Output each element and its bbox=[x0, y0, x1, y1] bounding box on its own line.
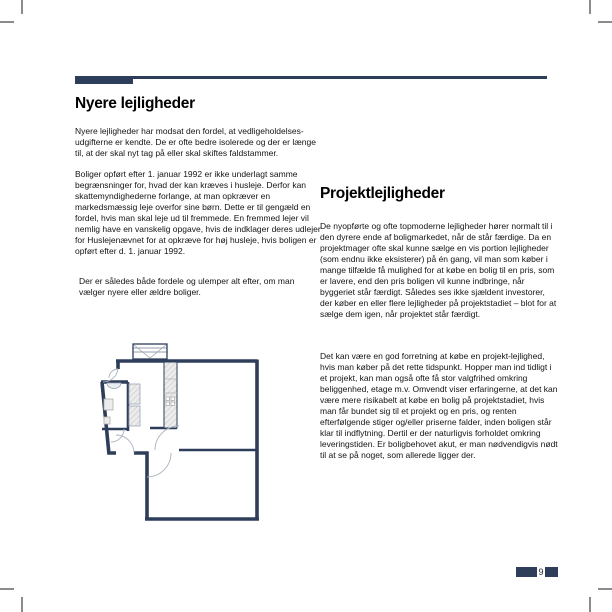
left-column-heading: Nyere lejligheder bbox=[75, 95, 195, 112]
kitchen-unit bbox=[164, 362, 177, 428]
page-number-bar-left bbox=[516, 567, 537, 577]
entrance-door-arc bbox=[103, 369, 118, 382]
crop-mark-bottom-left-vertical bbox=[21, 597, 23, 612]
crop-mark-bottom-left-horizontal bbox=[0, 588, 14, 590]
kitchen-counter bbox=[129, 384, 140, 426]
left-column-paragraph-3: Der er således både fordele og ulemper alt efter, om man vælger nyere eller ældre boliger. bbox=[79, 276, 295, 297]
right-column-paragraph-2: Det kan være en god forretning at købe en projekt-lejlighed, hvis man køber på det rette tidspunkt. Hopper man ind tidligt i et projekt, kan man også ofte få stor valgfrihed omkring beliggenhed, etage m.v. Omvendt viser erfaringerne, at det kan være mere risikabelt at købe en bolig på projektstadiet, hvis man får bundet sig til et projekt og en pris, og renten efterfølgende stiger og/eller priserne falder, inden boligen står klar til indflytning. Dertil er der naturligvis forholdet omkring leveringstiden. Er boligbehovet akut, er man nødvendigvis nødt til at se på noget, som allerede ligger der. bbox=[320, 351, 558, 460]
left-column-paragraph-2: Boliger opført efter 1. januar 1992 er ikke underlagt samme begrænsninger for, hvad der kan kræves i husleje. Derfor kan skattemyndighederne forlange, at man opkræver en markedsmæssig leje overfor sine børn. Dette er til gengæld en fordel, hvis man skal leje ud til fremmede. En fremmed lejer vil nemlig have en vanskelig opgave, hvis de indklager deres udlejer for Huslejenævnet for at opkræve for høj husleje, hvis boligen er opført efter d. 1. januar 1992. bbox=[75, 169, 321, 256]
window-icon bbox=[133, 344, 167, 359]
crop-mark-bottom-right-vertical bbox=[589, 597, 591, 612]
left-column-paragraph-1: Nyere lejligheder har modsat den fordel, at vedligeholdelses-udgifterne er kendte. De er ofte bedre isolerede og der er længe til, at der skal nyt tag på eller skal skiftes faldstammer. bbox=[75, 126, 316, 158]
right-column-paragraph-1: De nyopførte og ofte topmoderne lejligheder hører normalt til i den dyrere ende af boligmarkedet, når de står færdige. Da en projektmager ofte skal kunne sælge en vis portion lejligheder (som endnu ikke eksisterer) på én gang, vil man som køber i mange tilfælde få mulighed for at købe en bolig til en pris, som er lavere, end den pris boligen vil kunne indbringe, når byggeriet står færdigt. Således ses ikke sjældent investorer, der køber en eller flere lejligheder på projektstadiet – blot for at sælge dem igen, når projektet står færdigt. bbox=[320, 221, 557, 319]
bathroom-fixture-icon bbox=[104, 399, 113, 410]
header-rule-thin-segment bbox=[133, 76, 547, 79]
outer-walls bbox=[101, 360, 259, 521]
crop-mark-bottom-right-horizontal bbox=[598, 588, 612, 590]
right-column-heading: Projektlejligheder bbox=[320, 185, 445, 202]
hall-door-arc bbox=[116, 435, 134, 453]
crop-mark-top-right-vertical bbox=[589, 0, 591, 14]
crop-mark-top-left-horizontal bbox=[0, 21, 14, 23]
crop-mark-top-left-vertical bbox=[21, 0, 23, 14]
page-number-badge bbox=[516, 567, 558, 577]
bedroom-door-arc bbox=[147, 453, 171, 477]
bathroom-toilet-icon bbox=[104, 417, 110, 424]
page-number: 9 bbox=[538, 567, 544, 577]
floor-plan-figure bbox=[98, 338, 293, 543]
crop-mark-top-right-horizontal bbox=[598, 21, 612, 23]
interior-walls bbox=[102, 382, 257, 450]
living-room-door-arc bbox=[155, 426, 179, 450]
header-rule-thick-segment bbox=[75, 76, 133, 84]
bathroom-sink-icon bbox=[107, 383, 121, 389]
page-number-bar-right bbox=[545, 567, 558, 577]
